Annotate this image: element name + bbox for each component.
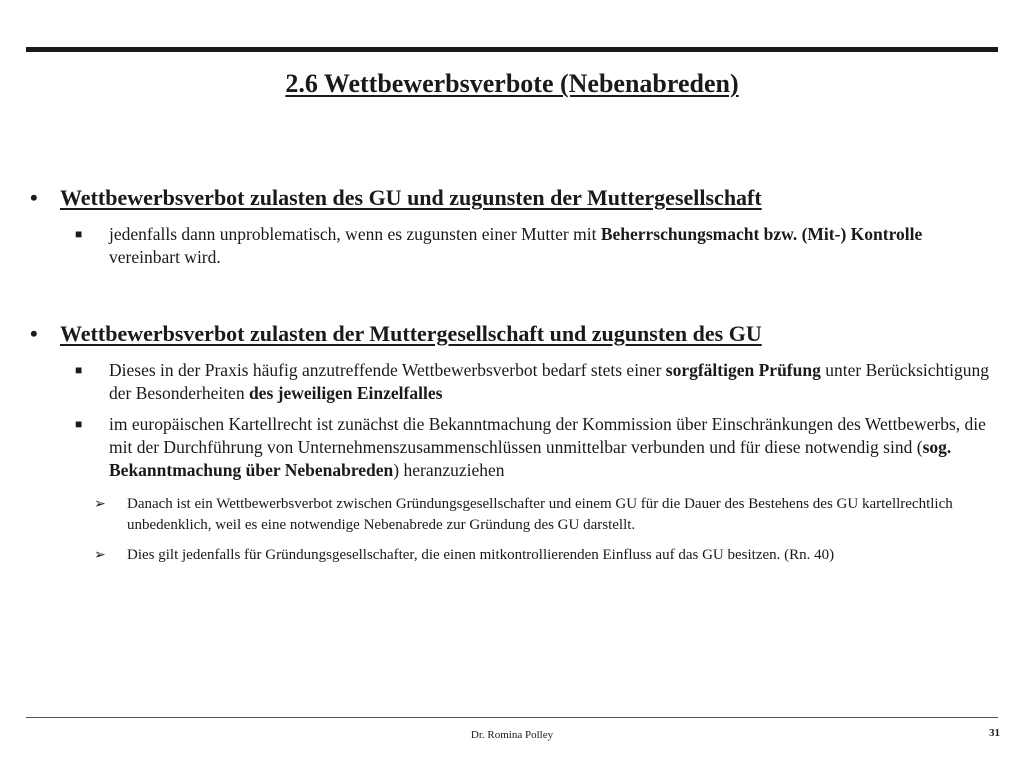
bold-text-run: sorgfältigen Prüfung <box>665 360 821 380</box>
text-run: unter Berücksichtigung der Besonderheiten <box>109 360 990 403</box>
section-heading-text: Wettbewerbsverbot zulasten des GU und zugunsten der Muttergesellschaft <box>60 185 762 210</box>
list-item-text <box>109 359 989 405</box>
bullet-square: ■ <box>75 363 83 377</box>
text-run: vereinbart wird. <box>109 247 221 267</box>
text-run: jedenfalls dann unproblematisch, wenn es zugunsten einer Mutter mit <box>109 224 601 244</box>
text-run: im europäischen Kartellrecht ist zunächst die Bekanntmachung der Kommission über Einschränkungen des Wettbewerbs, die mit der Durchführung von Unternehmenszusammenschlüssen unmittelbar verbunden und für diese notwendig sind ( <box>109 414 986 457</box>
list-item-text <box>109 413 989 482</box>
footer-author: Dr. Romina Polley <box>470 729 554 741</box>
bottom-divider <box>26 717 998 718</box>
text-run: ) heranzuziehen <box>393 460 505 480</box>
arrow-bullet-icon: ➢ <box>94 496 106 512</box>
bold-text-run: Beherrschungsmacht bzw. (Mit-) Kontrolle <box>600 224 923 244</box>
bullet-square: ■ <box>75 417 83 431</box>
bold-text-run: des jeweiligen Einzelfalles <box>248 383 443 403</box>
section-heading-text: Wettbewerbsverbot zulasten der Muttergesellschaft und zugunsten des GU <box>60 321 762 346</box>
sub-list-item-text: Danach ist ein Wettbewerbsverbot zwischen Gründungsgesellschafter und einem GU für die Dauer des Bestehens des GU kartellrechtlich unbedenklich, weil es eine notwendige Nebenabrede zur Gründung des GU darstellt. <box>127 496 953 533</box>
slide-title: 2.6 Wettbewerbsverbote (Nebenabreden) <box>285 69 739 98</box>
bullet-dot: • <box>30 185 38 210</box>
arrow-bullet-icon: ➢ <box>94 547 106 563</box>
bullet-square: ■ <box>75 227 83 241</box>
page-number: 31 <box>989 727 1000 739</box>
text-run: Dieses in der Praxis häufig anzutreffende Wettbewerbsverbot bedarf stets einer <box>109 360 666 380</box>
bold-text-run: sog. Bekanntmachung über Nebenabreden <box>109 437 952 480</box>
bullet-dot: • <box>30 321 38 346</box>
list-item-text <box>109 223 989 269</box>
top-divider <box>26 47 998 52</box>
sub-list-item-text: Dies gilt jedenfalls für Gründungsgesellschafter, die einen mitkontrollierenden Einfluss auf das GU besitzen. (Rn. 40) <box>127 547 835 563</box>
